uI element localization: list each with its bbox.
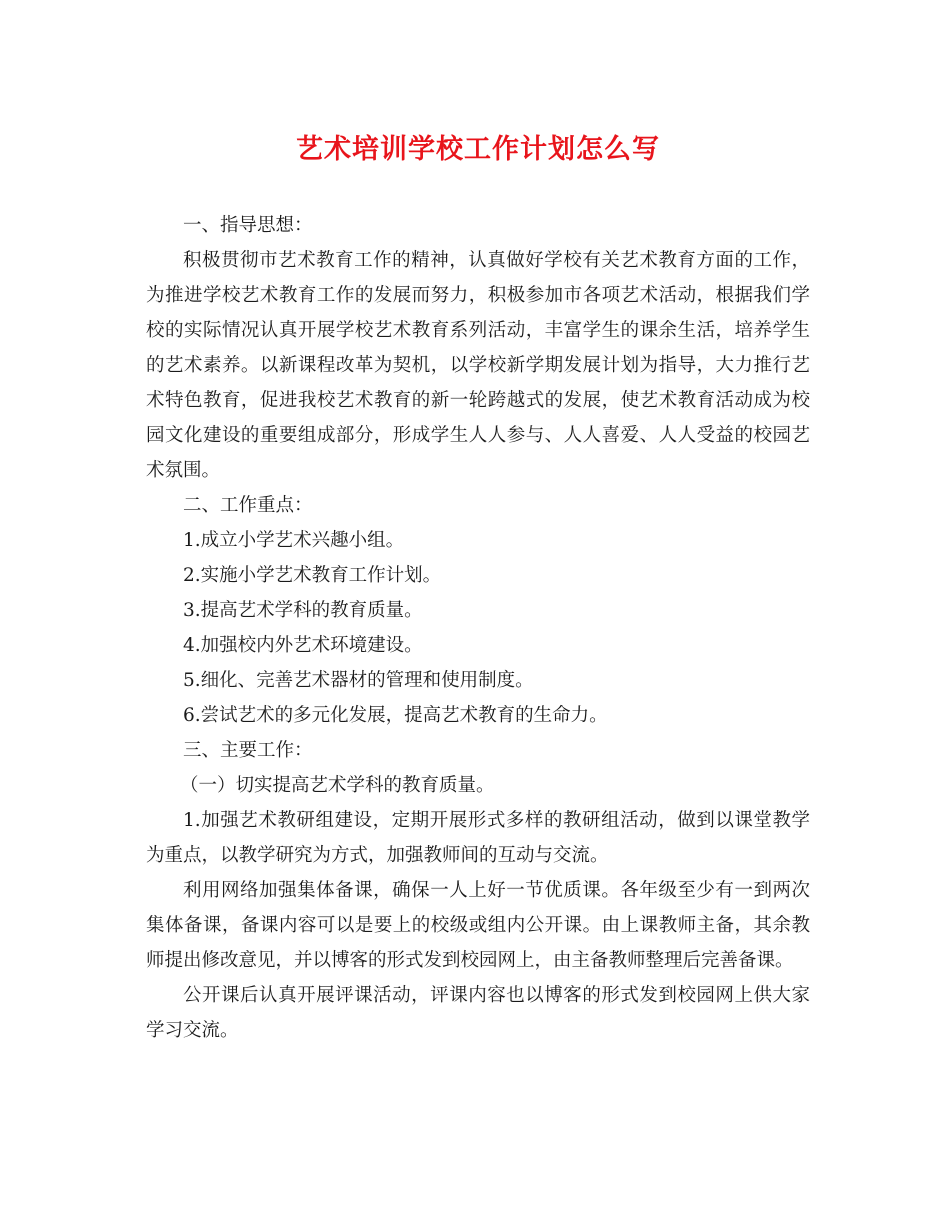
paragraph-lesson-review: 公开课后认真开展评课活动，评课内容也以博客的形式发到校园网上供大家学习交流。 xyxy=(146,985,810,1041)
list-item-focus-4: 4.加强校内外艺术环境建设。 xyxy=(183,635,423,656)
document-title: 艺术培训学校工作计划怎么写 xyxy=(296,134,660,165)
list-item-focus-6: 6.尝试艺术的多元化发展，提高艺术教育的生命力。 xyxy=(183,705,608,726)
list-item-focus-5: 5.细化、完善艺术器材的管理和使用制度。 xyxy=(183,670,534,691)
document-body xyxy=(146,208,810,1048)
heading-main-work: 三、主要工作： xyxy=(183,740,313,761)
list-item-focus-2: 2.实施小学艺术教育工作计划。 xyxy=(183,565,442,586)
paragraph-collective-prep: 利用网络加强集体备课，确保一人上好一节优质课。各年级至少有一到两次集体备课，备课内容可以是要上的校级或组内公开课。由上课教师主备，其余教师提出修改意见，并以博客的形式发到校园网上，由主备教师整理后完善备课。 xyxy=(146,880,810,971)
subheading-main-work-1: （一）切实提高艺术学科的教育质量。 xyxy=(180,775,495,796)
paragraph-guiding-thought: 积极贯彻市艺术教育工作的精神，认真做好学校有关艺术教育方面的工作，为推进学校艺术教育工作的发展而努力，积极参加市各项艺术活动，根据我们学校的实际情况认真开展学校艺术教育系列活动，丰富学生的课余生活，培养学生的艺术素养。以新课程改革为契机，以学校新学期发展计划为指导，大力推行艺术特色教育，促进我校艺术教育的新一轮跨越式的发展，使艺术教育活动成为校园文化建设的重要组成部分，形成学生人人参与、人人喜爱、人人受益的校园艺术氛围。 xyxy=(146,250,810,481)
heading-work-focus: 二、工作重点： xyxy=(183,495,313,516)
heading-guiding-thought: 一、指导思想： xyxy=(183,215,313,236)
list-item-focus-3: 3.提高艺术学科的教育质量。 xyxy=(183,600,423,621)
paragraph-teaching-research: 1.加强艺术教研组建设，定期开展形式多样的教研组活动，做到以课堂教学为重点，以教学研究为方式，加强教师间的互动与交流。 xyxy=(146,810,810,866)
list-item-focus-1: 1.成立小学艺术兴趣小组。 xyxy=(183,530,405,551)
